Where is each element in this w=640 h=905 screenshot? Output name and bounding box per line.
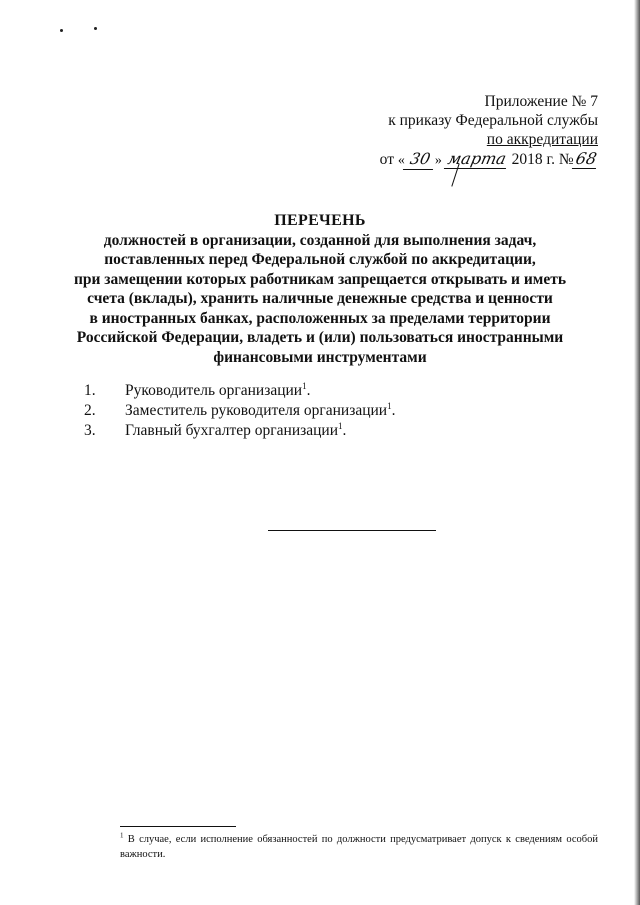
handwritten-order-number: 68 bbox=[572, 149, 601, 169]
quote-close: » bbox=[434, 153, 442, 168]
list-item bbox=[84, 381, 395, 401]
title-line: счета (вклады), хранить наличные денежные средства и ценности bbox=[87, 290, 553, 307]
list-item-number: 2. bbox=[84, 402, 96, 419]
scan-speck bbox=[94, 27, 97, 30]
title-line: поставленных перед Федеральной службой по аккредитации, bbox=[104, 251, 536, 268]
positions-list bbox=[84, 381, 395, 441]
footnote bbox=[120, 832, 598, 862]
list-item-text: Заместитель руководителя организации$^1$. bbox=[125, 400, 396, 419]
title-line: при замещении которых работникам запрещается открывать и иметь bbox=[73, 270, 567, 288]
title-line: должностей в организации, созданной для выполнения задач, bbox=[103, 231, 537, 249]
title-heading: ПЕРЕЧЕНЬ bbox=[274, 212, 366, 229]
title-line: финансовыми инструментами bbox=[213, 348, 427, 366]
list-item-number: 1. bbox=[84, 382, 96, 399]
document-title bbox=[70, 211, 570, 367]
quote-open: « bbox=[397, 153, 405, 168]
footnote-text: В случае, если исполнение обязанностей по должности предусматривает допуск к сведениям особой важности. bbox=[120, 834, 599, 860]
list-item-number: 3. bbox=[84, 422, 96, 439]
handwritten-month: марта bbox=[444, 149, 510, 169]
list-item bbox=[84, 401, 395, 421]
appendix-order-ref: к приказу Федеральной службы bbox=[388, 112, 598, 129]
footnote-ref: 1 bbox=[387, 400, 392, 411]
appendix-header bbox=[380, 92, 598, 170]
footnote-rule bbox=[120, 826, 236, 827]
footnote-ref: 1 bbox=[338, 420, 343, 431]
year-text: 2018 г. № bbox=[511, 151, 574, 168]
scan-speck bbox=[60, 29, 63, 32]
list-item-text: Руководитель организации$^1$. bbox=[125, 380, 311, 399]
title-line: Российской Федерации, владеть и (или) пользоваться иностранными bbox=[76, 329, 564, 346]
appendix-date-line bbox=[380, 149, 598, 170]
appendix-number: Приложение № 7 bbox=[484, 93, 598, 110]
handwritten-day: 30 bbox=[403, 150, 437, 170]
end-divider bbox=[268, 530, 436, 531]
list-item bbox=[84, 421, 395, 441]
appendix-agency: по аккредитации bbox=[486, 131, 598, 148]
footnote-mark: 1 bbox=[120, 831, 124, 840]
list-item-text: Главный бухгалтер организации$^1$. bbox=[125, 420, 347, 439]
date-prefix: от bbox=[379, 151, 394, 168]
title-line: в иностранных банках, расположенных за пределами территории bbox=[89, 309, 551, 327]
footnote-ref: 1 bbox=[302, 380, 307, 391]
scan-edge bbox=[634, 0, 640, 905]
